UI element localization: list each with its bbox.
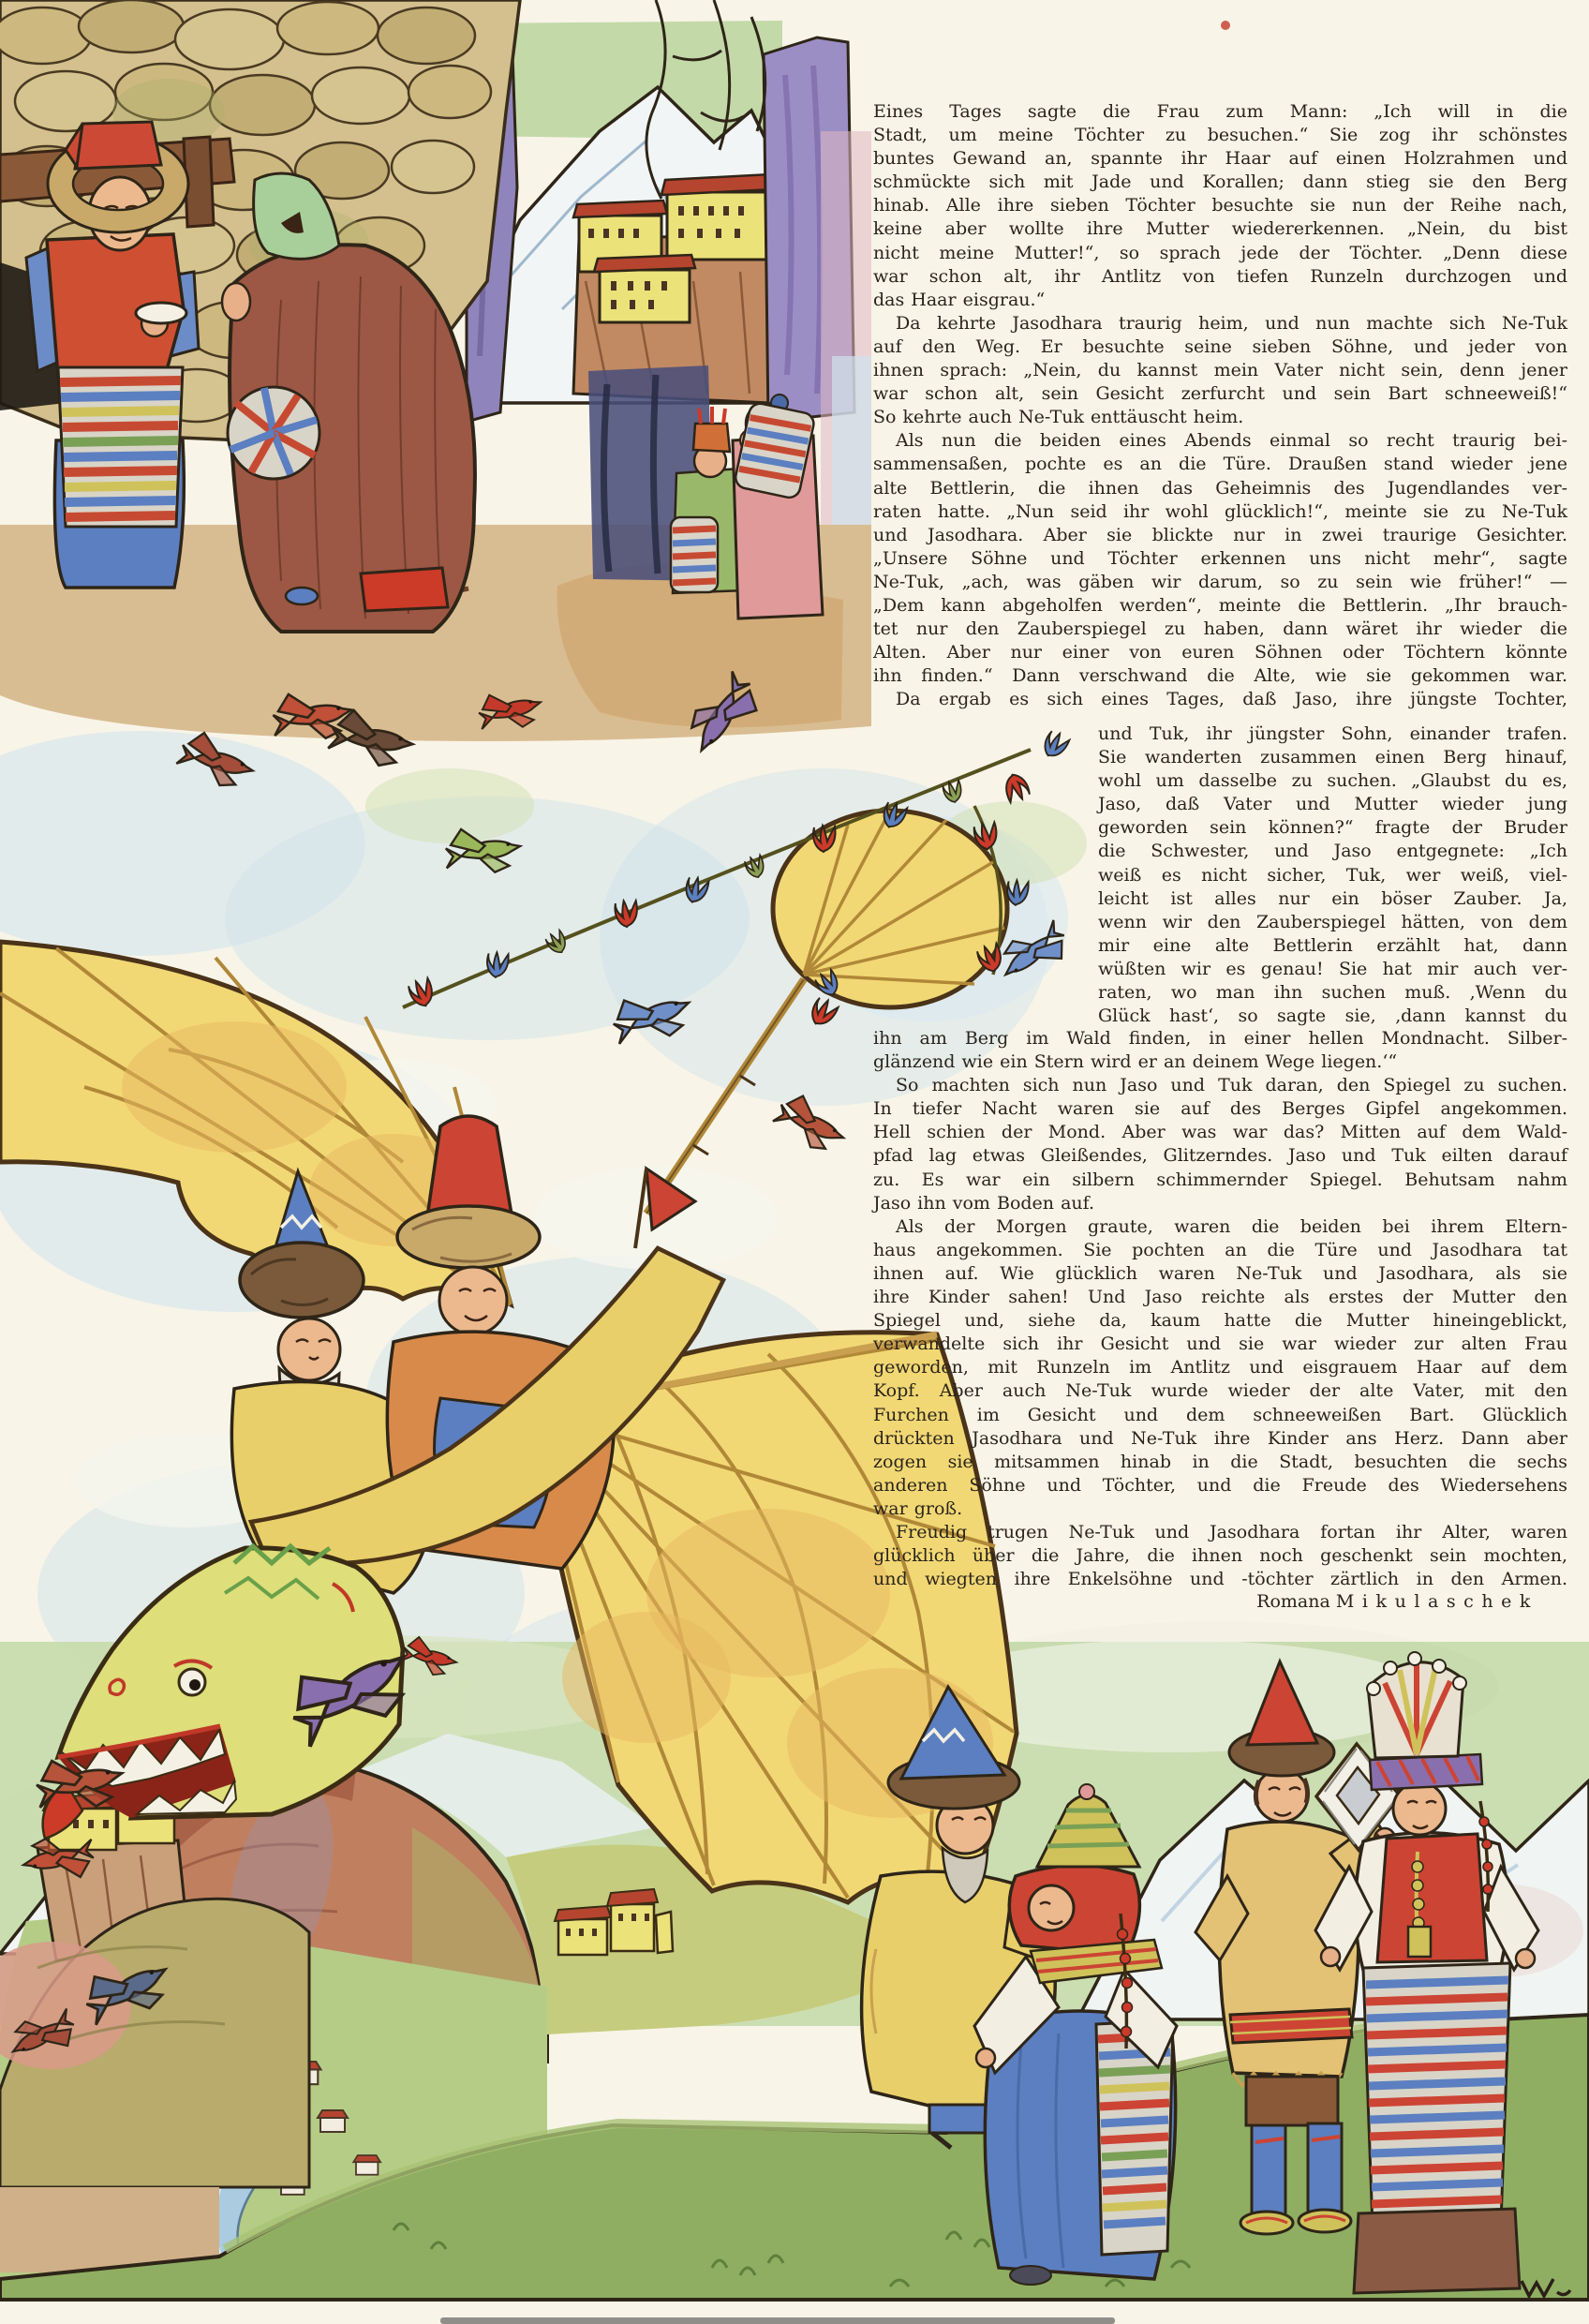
story-text-line: geworden, mit Runzeln im Antlitz und eisgrauem Haar auf dem (873, 1357, 1567, 1378)
story-text-line: geworden sein können?“ fragte der Bruder (1098, 817, 1567, 839)
story-text-line: anderen Söhne und Töchter, und die Freude des Wiedersehens (873, 1474, 1567, 1496)
story-text-line: wenn wir den Zauberspiegel hätten, von dem (1098, 911, 1567, 932)
story-text-line: tet nur den Zauberspiegel zu haben, dann wäret ihr wieder die (873, 618, 1567, 640)
woman-pink (733, 395, 823, 618)
author-credit (1256, 1590, 1538, 1614)
story-text-block-1 (873, 100, 1567, 711)
story-text-line: So kehrte auch Ne-Tuk enttäuscht heim. (873, 407, 1244, 428)
story-text-line: alte Bettlerin, die ihnen das Geheimnis des Jugendlandes ver- (873, 477, 1567, 499)
story-text-line: war schon alt, sein Gesicht zerfurcht und sein Bart schneeweiß!“ (873, 383, 1567, 405)
story-text-line: und Jasodhara. Aber sie blickte nur in zwei traurige Gesichter. (873, 524, 1567, 545)
story-text-line: Da ergab es sich eines Tages, daß Jaso, ihre jüngste Tochter, (896, 689, 1567, 710)
story-text-line: Jaso ihn vom Boden auf. (873, 1192, 1095, 1214)
story-text-line: haus angekommen. Sie pochten an die Türe und Jasodhara tat (873, 1239, 1567, 1260)
story-text-line: zogen sie mitsammen hinab in die Stadt, besuchten die sechs (873, 1451, 1567, 1472)
story-text-line: das Haar eisgrau.“ (873, 289, 1046, 310)
story-text-line: Eines Tages sagte die Frau zum Mann: „Ich will in die (873, 101, 1567, 122)
story-text-line: war groß. (873, 1497, 963, 1519)
story-text-line: Freudig trugen Ne-Tuk und Jasodhara fortan ihr Alter, waren (896, 1521, 1567, 1542)
story-text-line: keine aber wollte ihre Mutter wiedererkennen. „Nein, du bist (873, 218, 1567, 240)
story-text-line: mir eine alte Bettlerin erzählt hat, dann (1098, 934, 1567, 956)
story-text-line: leicht ist alles nur ein böser Zauber. Ja, (1098, 887, 1567, 909)
story-text-line: Stadt, um meine Töchter zu besuchen.“ Sie zog ihr schönstes (873, 125, 1567, 146)
story-text-line: ihnen sprach: „Nein, du kannst mein Vater nicht sein, denn jener (873, 360, 1567, 381)
story-text-line: die Schwester, und Jaso entgegnete: „Ich (1098, 841, 1567, 862)
story-text-line: hinab. Alle ihre sieben Töchter besuchte sie nun der Reihe nach, (873, 195, 1567, 216)
story-text-line: nicht meine Mutter!“, so sprach jede der Töchter. „Denn diese (873, 242, 1567, 263)
story-text-block-3 (873, 1027, 1567, 1591)
story-text-line: ihre Kinder sahen! Und Jaso reichte als erstes der Mutter den (873, 1287, 1567, 1308)
story-text-line: ihn am Berg im Wald finden, in einer hellen Mondnacht. Silber- (873, 1028, 1567, 1049)
story-text-line: Furchen im Gesicht und dem schneeweißen Bart. Glücklich (873, 1404, 1567, 1425)
story-text-line: „Unsere Söhne und Töchter erkennen uns nicht mehr“, sagte (873, 547, 1567, 569)
story-text-line: Kopf. Aber auch Ne-Tuk wurde wieder der alte Vater, mit den (873, 1380, 1567, 1402)
story-text-line: In tiefer Nacht waren sie auf des Berges Gipfel angekommen. (873, 1098, 1567, 1120)
story-text-line: Glück hast‘, so sagte sie, ‚dann kannst du (1098, 1006, 1567, 1027)
tibetan-women-illustration (0, 0, 871, 741)
woman-red-vest (26, 122, 199, 588)
story-text-line: raten hatte. „Nun seid ihr wohl glücklich!“, meinte sie zu Ne-Tuk (873, 500, 1567, 522)
story-text-line: So machten sich nun Jaso und Tuk daran, den Spiegel zu suchen. (896, 1075, 1567, 1096)
author-first-name: Romana (1256, 1591, 1330, 1612)
jasodhara-apron (1363, 1963, 1510, 2227)
story-text-line: zu. Es war ein silbern schimmernder Spiegel. Behutsam nahm (873, 1169, 1567, 1190)
author-surname: Mikulaschek (1335, 1591, 1538, 1612)
story-text-line: Alten. Aber nur einer von euren Söhnen oder Töchtern könnte (873, 642, 1567, 663)
story-text-line: Da kehrte Jasodhara traurig heim, und nun machte sich Ne-Tuk (896, 312, 1567, 334)
story-text-line: glänzend wie ein Stern wird er an deinem Wege liegen.‘“ (873, 1051, 1398, 1073)
story-text-line: Sie wanderten zusammen einen Berg hinauf, (1098, 747, 1567, 768)
ink-fleck (1221, 21, 1230, 30)
story-text-line: ihnen auf. Wie glücklich waren Ne-Tuk und Jasodhara, als sie (873, 1262, 1567, 1284)
story-text-line: ihn finden.“ Dann verschwand die Alte, wie sie gekommen war. (873, 665, 1567, 687)
story-text-line: sammensaßen, pochte es an die Türe. Draußen stand wieder jene (873, 454, 1567, 475)
story-text-line: Als nun die beiden eines Abends einmal so recht traurig bei- (896, 430, 1567, 452)
story-text-block-2 (1098, 723, 1567, 1028)
story-text-line: drückten Jasodhara und Ne-Tuk ihre Kinder ans Herz. Dann aber (873, 1427, 1567, 1449)
story-text-line: pfad lag etwas Gleißendes, Glitzerndes. Jaso und Tuk eilten darauf (873, 1145, 1567, 1167)
page-edge-shadow (440, 2317, 1115, 2324)
story-text-line: glücklich über die Jahre, die ihnen noch geschenkt sein mochten, (873, 1545, 1567, 1567)
story-text-line: Als der Morgen graute, waren die beiden bei ihrem Eltern- (896, 1215, 1567, 1237)
story-text-line: wüßten wir es genau! Sie hat mir auch ver- (1098, 958, 1567, 979)
story-text-line: und wiegten ihre Enkelsöhne und -töchter zärtlich in den Armen. (873, 1569, 1567, 1590)
striped-apron (58, 367, 183, 527)
story-text-line: weiß es nicht sicher, Tuk, wer weiß, viel- (1098, 864, 1567, 886)
story-text-line: raten, wo man ihn suchen muß. ‚Wenn du (1098, 982, 1567, 1004)
striped-bundle (228, 387, 319, 479)
story-text-line: Hell schien der Mond. Aber was war das? Mitten auf dem Wald- (873, 1122, 1567, 1143)
story-text-line: schmückte sich mit Jade und Korallen; dann stieg sie den Berg (873, 171, 1567, 193)
story-text-line: buntes Gewand an, spannte ihr Haar auf einen Holzrahmen und (873, 148, 1567, 170)
story-text-line: verwandelte sich ihr Gesicht und sie war wieder zur alten Frau (873, 1333, 1567, 1355)
story-text-line: Jaso, daß Vater und Mutter wieder jung (1098, 794, 1567, 815)
story-text-line: und Tuk, ihr jüngster Sohn, einander trafen. (1098, 723, 1567, 744)
story-text-line: war schon alt, ihr Antlitz von tiefen Runzeln durchzogen und (873, 265, 1567, 287)
story-text-line: „Dem kann abgeholfen werden“, meinte die Bettlerin. „Ihr brauch- (873, 594, 1567, 616)
story-text-line: wohl um dasselbe zu suchen. „Glaubst du es, (1098, 770, 1567, 792)
story-text-line: Ne-Tuk, „ach, was gäben wir darum, so zu sein wie früher!“ — (873, 571, 1567, 592)
story-text-line: auf den Weg. Er besuchte seine sieben Söhne, und jeder von (873, 335, 1567, 357)
story-text-line: Spiegel und, siehe da, kaum hatte die Mutter hineingeblickt, (873, 1310, 1567, 1332)
